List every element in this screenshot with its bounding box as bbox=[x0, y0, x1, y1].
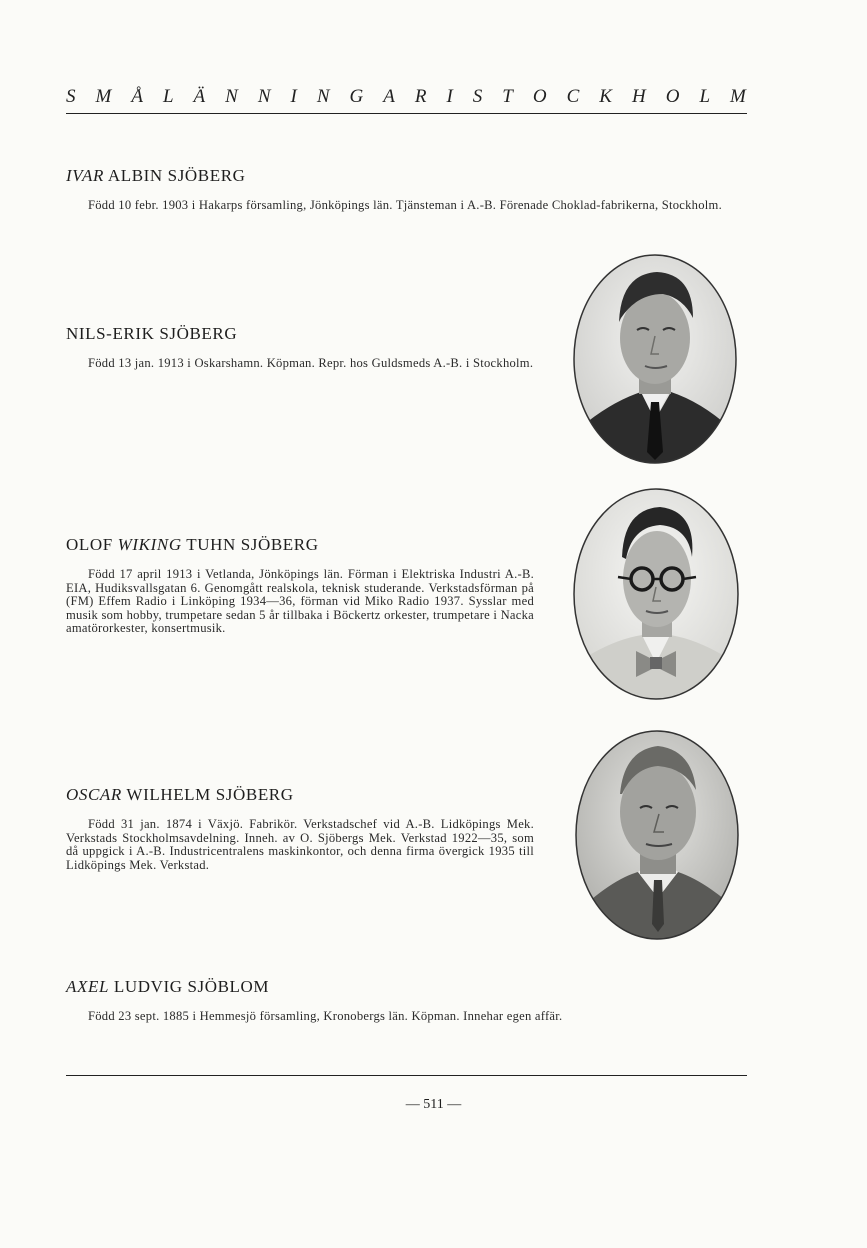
running-head-letter: Ä bbox=[193, 86, 206, 107]
running-head-letter: S bbox=[472, 86, 483, 107]
entry-name bbox=[66, 324, 534, 344]
running-head-letter: I bbox=[446, 86, 453, 107]
entry-nils-erik-sjoberg bbox=[66, 324, 534, 371]
entry-name bbox=[66, 166, 746, 186]
entry-bio: Född 13 jan. 1913 i Oskarshamn. Köpman. Repr. hos Guldsmeds A.-B. i Stockholm. bbox=[88, 356, 534, 370]
name-rest: ALBIN SJÖBERG bbox=[103, 166, 246, 185]
running-head-letter: N bbox=[225, 86, 238, 107]
name-rest: WILHELM SJÖBERG bbox=[121, 785, 294, 804]
running-head-letter: K bbox=[599, 86, 612, 107]
running-head-letter: S bbox=[66, 86, 76, 107]
running-head-letter: A bbox=[383, 86, 395, 107]
entry-bio: Född 10 febr. 1903 i Hakarps församling, Jönköpings län. Tjänsteman i A.-B. Förenade Choklad-fabrikerna, Stockholm. bbox=[88, 198, 722, 212]
header-rule bbox=[66, 113, 747, 114]
running-head-letter: N bbox=[316, 86, 330, 107]
entry-ivar-sjoberg bbox=[66, 166, 746, 213]
name-italic: IVAR bbox=[66, 166, 104, 185]
running-head-letter: M bbox=[95, 86, 112, 107]
name-pre: OLOF bbox=[66, 535, 118, 554]
page-number: — 511 — bbox=[405, 1097, 462, 1112]
running-head-letter: Å bbox=[131, 86, 143, 107]
running-head-letter: M bbox=[730, 86, 746, 107]
entry-name bbox=[66, 535, 534, 555]
entry-bio: Född 23 sept. 1885 i Hemmesjö församling, Kronobergs län. Köpman. Innehar egen affär. bbox=[88, 1009, 563, 1023]
name-italic: AXEL bbox=[66, 977, 110, 996]
portrait-photo bbox=[572, 487, 740, 701]
entry-axel-sjoblom bbox=[66, 977, 746, 1024]
entry-name bbox=[66, 785, 534, 805]
entry-oscar-sjoberg bbox=[66, 785, 534, 872]
running-head-letter: T bbox=[502, 86, 513, 107]
running-head-letter: O bbox=[532, 86, 547, 107]
portrait-photo bbox=[574, 728, 740, 942]
running-head-letter: O bbox=[665, 86, 680, 107]
running-head bbox=[66, 86, 746, 108]
portrait-photo bbox=[571, 252, 739, 466]
running-head-letter: R bbox=[414, 86, 427, 107]
running-head-letter: N bbox=[257, 86, 271, 107]
name-italic: OSCAR bbox=[66, 785, 122, 804]
name-rest: LUDVIG SJÖBLOM bbox=[109, 977, 270, 996]
running-head-letter: G bbox=[349, 86, 364, 107]
name-rest: TUHN SJÖBERG bbox=[181, 535, 319, 554]
running-head-letter: H bbox=[631, 86, 646, 107]
name-rest: NILS-ERIK SJÖBERG bbox=[66, 324, 238, 343]
running-head-letter: L bbox=[162, 86, 174, 107]
entry-olof-sjoberg bbox=[66, 535, 534, 636]
running-head-letter: C bbox=[566, 86, 580, 107]
footer-rule bbox=[66, 1075, 747, 1076]
entry-name bbox=[66, 977, 746, 997]
running-head-letter: L bbox=[699, 86, 711, 107]
name-italic: WIKING bbox=[117, 535, 182, 554]
running-head-letter: I bbox=[290, 86, 297, 107]
entry-bio: Född 31 jan. 1874 i Växjö. Fabrikör. Verkstadschef vid A.-B. Lidköpings Mek. Verkstads Stockholmsavdelning. Inneh. av O. Sjöbergs Mek. Verkstad 1922—35, som då uppgick i A.-B. Industricentralens maskinkontor, och denna firma övergick 1935 till Lidköpings Mek. Verkstad. bbox=[66, 817, 534, 872]
entry-bio: Född 17 april 1913 i Vetlanda, Jönköpings län. Förman i Elektriska Industri A.-B. EIA, Hudiksvallsgatan 6. Genomgått realskola, teknisk studerande. Verkstadsförman på (FM) Effem Radio i Linköping 1934—36, förman vid Miko Radio 1937. Sysslar med musik som hobby, trumpetare sedan 5 år tillbaka i Böckertz orkester, trumpetare i Nacka amatörorkester, konsertmusik. bbox=[66, 567, 534, 636]
